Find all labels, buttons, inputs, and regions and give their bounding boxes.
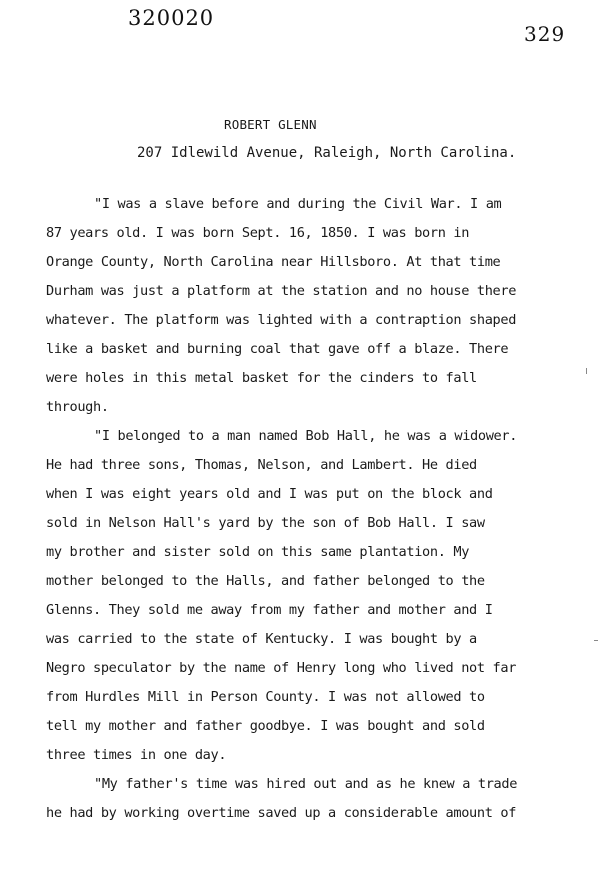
- narrative-line: mother belonged to the Halls, and father belonged to the: [46, 573, 485, 589]
- narrative-line: three times in one day.: [46, 747, 227, 763]
- narrative-line: was carried to the state of Kentucky. I was bought by a: [46, 631, 477, 647]
- narrative-line: my brother and sister sold on this same plantation. My: [46, 544, 470, 560]
- narrative-line: tell my mother and father goodbye. I was bought and sold: [46, 718, 485, 734]
- narrative-line: were holes in this metal basket for the cinders to fall: [46, 370, 477, 386]
- narrative-line: when I was eight years old and I was put on the block and: [46, 486, 493, 502]
- narrative-line: whatever. The platform was lighted with a contraption shaped: [46, 312, 517, 328]
- document-id: 320020: [128, 6, 215, 30]
- narrative-line: Durham was just a platform at the station and no house there: [46, 283, 517, 299]
- narrative-line: from Hurdles Mill in Person County. I was not allowed to: [46, 689, 485, 705]
- narrative-line: "My father's time was hired out and as he knew a trade: [94, 776, 518, 792]
- scan-edge-mark: [586, 368, 587, 374]
- narrative-line: through.: [46, 399, 109, 415]
- narrative-line: like a basket and burning coal that gave off a blaze. There: [46, 341, 509, 357]
- scan-edge-mark: [594, 640, 598, 641]
- narrative-line: he had by working overtime saved up a considerable amount of: [46, 805, 517, 821]
- narrative-line: Negro speculator by the name of Henry long who lived not far: [46, 660, 517, 676]
- narrative-line: He had three sons, Thomas, Nelson, and Lambert. He died: [46, 457, 477, 473]
- interviewee-address: 207 Idlewild Avenue, Raleigh, North Carolina.: [137, 145, 517, 161]
- narrative-line: sold in Nelson Hall's yard by the son of Bob Hall. I saw: [46, 515, 485, 531]
- interviewee-name: ROBERT GLENN: [224, 117, 317, 132]
- page-number: 329: [524, 22, 566, 46]
- narrative-line: Orange County, North Carolina near Hillsboro. At that time: [46, 254, 501, 270]
- narrative-line: Glenns. They sold me away from my father and mother and I: [46, 602, 493, 618]
- narrative-line: "I was a slave before and during the Civil War. I am: [94, 196, 502, 212]
- narrative-line: "I belonged to a man named Bob Hall, he was a widower.: [94, 428, 518, 444]
- narrative-line: 87 years old. I was born Sept. 16, 1850. I was born in: [46, 225, 470, 241]
